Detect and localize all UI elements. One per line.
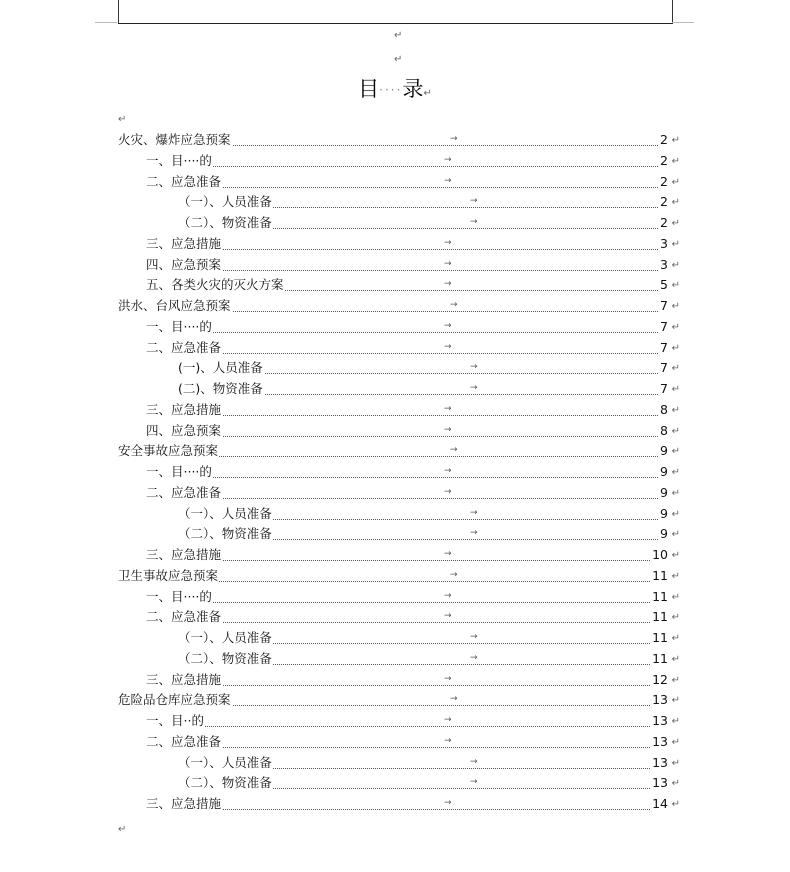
toc-dot-leader [150, 622, 666, 623]
paragraph-mark: ↵ [671, 487, 680, 499]
paragraph-mark: ↵ [671, 508, 680, 520]
toc-entry-text: 二、应急准备 [146, 483, 222, 504]
toc-entry-page-number: 2 [659, 192, 668, 213]
paragraph-mark: ↵ [671, 612, 680, 624]
toc-entry[interactable] [118, 711, 680, 732]
tab-mark-icon: → [444, 590, 452, 601]
toc-entry[interactable] [118, 794, 680, 815]
tab-mark-icon: → [444, 154, 452, 165]
toc-entry-text: 一、目····的 [146, 462, 213, 483]
toc-entry[interactable] [118, 773, 680, 794]
toc-dot-leader [150, 332, 666, 333]
toc-entry[interactable] [118, 255, 680, 276]
toc-dot-leader [150, 249, 666, 250]
toc-entry-page-number: 2 [659, 172, 668, 193]
tab-mark-icon: → [444, 341, 452, 352]
paragraph-mark: ↵ [394, 30, 403, 41]
tab-mark-icon: → [450, 569, 458, 580]
toc-title-right: 录 [402, 77, 424, 101]
toc-dot-leader [150, 498, 666, 499]
toc-entry-page-number: 7 [659, 338, 668, 359]
toc-entry-text: (二)、物资准备 [178, 379, 264, 400]
tab-mark-icon: → [444, 403, 452, 414]
tab-mark-icon: → [470, 652, 478, 663]
toc-dot-leader [150, 436, 666, 437]
toc-entry-page-number: 2 [659, 130, 668, 151]
toc-entry-page-number: 13 [651, 711, 668, 732]
toc-entry[interactable] [118, 275, 680, 296]
paragraph-mark: ↵ [671, 197, 680, 209]
paragraph-mark: ↵ [671, 384, 680, 395]
tab-mark-icon: → [444, 611, 452, 622]
tab-mark-icon: → [450, 300, 458, 310]
paragraph-mark: ↵ [671, 778, 680, 790]
toc-entry-text: （一）、人员准备 [178, 753, 273, 774]
toc-entry[interactable] [118, 504, 680, 525]
tab-mark-icon: → [470, 217, 478, 227]
toc-entry[interactable] [118, 628, 680, 649]
paragraph-mark: ↵ [671, 736, 680, 748]
toc-dot-leader [150, 602, 666, 603]
tab-mark-icon: → [450, 134, 458, 144]
toc-entry-text: 二、应急准备 [146, 732, 222, 753]
toc-entry-page-number: 8 [659, 400, 668, 421]
tab-mark-icon: → [444, 735, 452, 746]
toc-dot-leader [150, 747, 666, 748]
toc-entry-text: 三、应急措施 [146, 400, 222, 421]
toc-entry[interactable] [118, 587, 680, 608]
paragraph-mark: ↵ [671, 155, 680, 167]
toc-entry-page-number: 11 [651, 587, 668, 608]
paragraph-mark: ↵ [671, 591, 680, 603]
toc-entry-text: 一、目····的 [146, 317, 213, 338]
toc-entry[interactable] [118, 296, 680, 317]
tab-mark-icon: → [444, 258, 452, 269]
tab-mark-icon: → [470, 196, 478, 207]
tab-mark-icon: → [470, 507, 478, 518]
paragraph-mark: ↵ [423, 88, 432, 99]
toc-entry-page-number: 9 [659, 483, 668, 504]
toc-entry-text: （一）、人员准备 [178, 192, 273, 213]
toc-entry[interactable] [118, 358, 680, 379]
tab-mark-icon: → [444, 424, 452, 435]
toc-entry-page-number: 9 [659, 441, 668, 462]
paragraph-mark: ↵ [671, 404, 680, 416]
toc-entry-page-number: 7 [659, 379, 668, 400]
tab-mark-icon: → [470, 383, 478, 393]
toc-entry[interactable] [118, 234, 680, 255]
toc-dot-leader [150, 560, 666, 561]
margin-crop-mark-right [672, 22, 694, 23]
toc-dot-leader [150, 477, 666, 478]
paragraph-mark: ↵ [671, 176, 680, 188]
paragraph-mark: ↵ [671, 529, 680, 541]
paragraph-mark: ↵ [118, 824, 127, 835]
toc-title-spacing-dots: ···· [379, 83, 403, 97]
paragraph-mark: ↵ [671, 135, 680, 146]
toc-entry[interactable] [118, 317, 680, 338]
toc-entry-text: （一）、人员准备 [178, 628, 273, 649]
paragraph-mark: ↵ [671, 363, 680, 375]
tab-mark-icon: → [470, 632, 478, 642]
toc-entry-page-number: 11 [651, 566, 668, 587]
paragraph-mark: ↵ [671, 467, 680, 478]
tab-mark-icon: → [444, 549, 452, 559]
toc-entry[interactable] [118, 649, 680, 670]
paragraph-mark: ↵ [671, 218, 680, 229]
toc-entry[interactable] [118, 732, 680, 753]
toc-entry-page-number: 13 [651, 753, 668, 774]
tab-mark-icon: → [450, 694, 458, 705]
toc-entry-text: (一)、人员准备 [178, 358, 264, 379]
toc-entry-page-number: 7 [659, 296, 668, 317]
tab-mark-icon: → [470, 777, 478, 788]
toc-dot-leader [150, 726, 666, 727]
tab-mark-icon: → [444, 798, 452, 808]
paragraph-mark: ↵ [671, 716, 680, 727]
tab-mark-icon: → [444, 673, 452, 684]
tab-mark-icon: → [444, 175, 452, 186]
toc-entry-text: 四、应急预案 [146, 255, 222, 276]
toc-dot-leader [150, 187, 666, 188]
toc-entry[interactable] [118, 607, 680, 628]
paragraph-mark: ↵ [671, 238, 680, 250]
toc-entry[interactable] [118, 545, 680, 566]
paragraph-mark: ↵ [671, 799, 680, 810]
paragraph-mark: ↵ [671, 321, 680, 333]
paragraph-mark: ↵ [118, 114, 127, 125]
toc-entry[interactable] [118, 192, 680, 213]
toc-entry-text: 三、应急措施 [146, 545, 222, 566]
tab-mark-icon: → [444, 320, 452, 331]
toc-entry-text: （一）、人员准备 [178, 504, 273, 525]
toc-dot-leader [150, 415, 666, 416]
toc-entry[interactable] [118, 753, 680, 774]
toc-entry-text: 二、应急准备 [146, 607, 222, 628]
toc-entry-page-number: 8 [659, 421, 668, 442]
toc-dot-leader [150, 166, 666, 167]
toc-entry-text: 三、应急措施 [146, 234, 222, 255]
tab-mark-icon: → [470, 528, 478, 539]
toc-entry-page-number: 13 [651, 732, 668, 753]
tab-mark-icon: → [444, 279, 452, 290]
tab-mark-icon: → [450, 445, 458, 456]
toc-entry[interactable] [118, 566, 680, 587]
toc-entry-page-number: 9 [659, 524, 668, 545]
toc-entry[interactable] [118, 130, 680, 151]
toc-entry-text: 卫生事故应急预案 [118, 566, 219, 587]
toc-entry-text: 五、各类火灾的灭火方案 [146, 275, 285, 296]
toc-entry-text: （二）、物资准备 [178, 524, 273, 545]
tab-mark-icon: → [470, 756, 478, 767]
toc-entry-page-number: 14 [651, 794, 668, 815]
toc-entry-page-number: 13 [651, 773, 668, 794]
toc-entry[interactable] [118, 483, 680, 504]
toc-entry-page-number: 7 [659, 317, 668, 338]
table-of-contents [118, 130, 680, 815]
paragraph-mark: ↵ [671, 280, 680, 292]
toc-entry-page-number: 2 [659, 213, 668, 234]
paragraph-mark: ↵ [671, 425, 680, 437]
paragraph-mark: ↵ [394, 54, 403, 65]
tab-mark-icon: → [444, 486, 452, 497]
paragraph-mark: ↵ [671, 674, 680, 686]
toc-entry[interactable] [118, 524, 680, 545]
toc-entry[interactable] [118, 338, 680, 359]
paragraph-mark: ↵ [671, 570, 680, 582]
toc-entry[interactable] [118, 379, 680, 400]
toc-entry-page-number: 5 [659, 275, 668, 296]
toc-entry-text: 二、应急准备 [146, 172, 222, 193]
toc-title [0, 76, 790, 107]
toc-entry-page-number: 13 [651, 690, 668, 711]
toc-dot-leader [150, 809, 666, 810]
toc-entry-text: 危险品仓库应急预案 [118, 690, 232, 711]
toc-dot-leader [150, 685, 666, 686]
previous-page-bottom-edge [118, 0, 673, 24]
toc-entry-text: 二、应急准备 [146, 338, 222, 359]
paragraph-mark: ↵ [671, 301, 680, 312]
toc-entry-page-number: 3 [659, 234, 668, 255]
toc-entry[interactable] [118, 213, 680, 234]
tab-mark-icon: → [444, 237, 452, 248]
toc-entry-text: 火灾、爆炸应急预案 [118, 130, 232, 151]
tab-mark-icon: → [444, 466, 452, 476]
tab-mark-icon: → [444, 715, 452, 725]
toc-entry-page-number: 2 [659, 151, 668, 172]
tab-mark-icon: → [470, 362, 478, 373]
toc-entry-page-number: 12 [651, 670, 668, 691]
margin-crop-mark-left [95, 22, 117, 23]
toc-entry-text: 三、应急措施 [146, 670, 222, 691]
toc-entry[interactable] [118, 441, 680, 462]
toc-entry-text: （二）、物资准备 [178, 773, 273, 794]
toc-dot-leader [150, 353, 666, 354]
toc-entry-text: 安全事故应急预案 [118, 441, 219, 462]
toc-entry[interactable] [118, 421, 680, 442]
paragraph-mark: ↵ [671, 757, 680, 769]
toc-entry-text: 三、应急措施 [146, 794, 222, 815]
toc-entry-page-number: 11 [651, 649, 668, 670]
paragraph-mark: ↵ [671, 633, 680, 644]
toc-entry-page-number: 11 [651, 628, 668, 649]
toc-entry[interactable] [118, 690, 680, 711]
toc-title-left: 目 [358, 77, 380, 101]
toc-entry-text: 一、目····的 [146, 151, 213, 172]
toc-entry[interactable] [118, 400, 680, 421]
toc-dot-leader [150, 270, 666, 271]
toc-entry-page-number: 3 [659, 255, 668, 276]
paragraph-mark: ↵ [671, 259, 680, 271]
toc-entry-page-number: 9 [659, 504, 668, 525]
toc-entry-text: （二）、物资准备 [178, 213, 273, 234]
toc-entry-page-number: 11 [651, 607, 668, 628]
toc-entry-page-number: 10 [651, 545, 668, 566]
paragraph-mark: ↵ [671, 653, 680, 665]
toc-entry[interactable] [118, 172, 680, 193]
toc-entry[interactable] [118, 462, 680, 483]
toc-entry-text: （二）、物资准备 [178, 649, 273, 670]
toc-entry[interactable] [118, 670, 680, 691]
toc-entry[interactable] [118, 151, 680, 172]
toc-entry-text: 洪水、台风应急预案 [118, 296, 232, 317]
paragraph-mark: ↵ [671, 550, 680, 561]
toc-entry-page-number: 9 [659, 462, 668, 483]
paragraph-mark: ↵ [671, 695, 680, 707]
toc-entry-text: 一、目··的 [146, 711, 205, 732]
paragraph-mark: ↵ [671, 446, 680, 458]
toc-entry-page-number: 7 [659, 358, 668, 379]
toc-entry-text: 四、应急预案 [146, 421, 222, 442]
paragraph-mark: ↵ [671, 342, 680, 354]
toc-entry-text: 一、目····的 [146, 587, 213, 608]
